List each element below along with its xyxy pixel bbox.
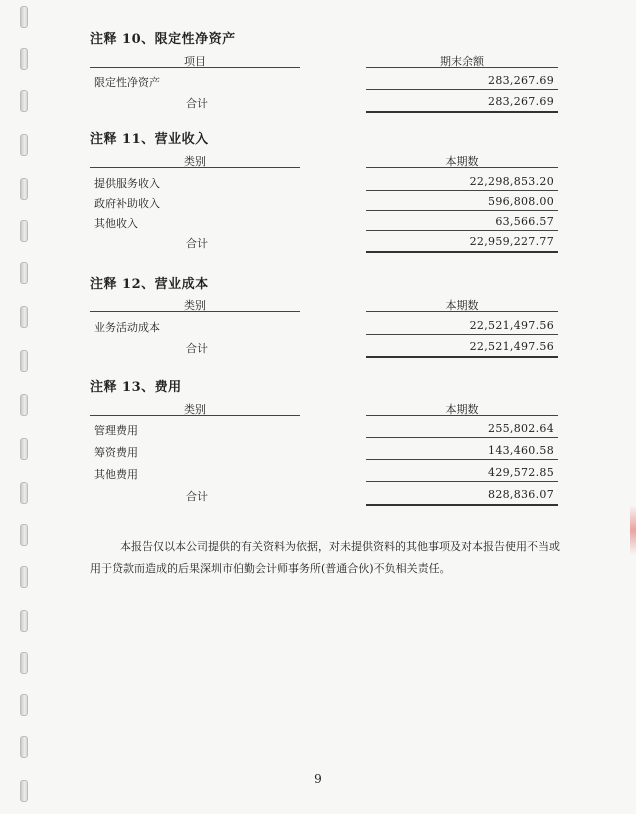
- total-rule: [366, 504, 558, 506]
- column-header-amount: 本期数: [445, 155, 479, 168]
- column-header-amount: 本期数: [445, 299, 479, 312]
- row-rule: [366, 481, 558, 482]
- row-label: 业务活动成本: [94, 321, 160, 334]
- row-label: 提供服务收入: [94, 177, 160, 190]
- header-rule-left: [90, 167, 300, 168]
- row-rule: [366, 190, 558, 191]
- total-value: 828,836.07: [488, 488, 554, 501]
- note-title: 注释 10、限定性净资产: [90, 32, 236, 47]
- column-header-category: 类别: [184, 403, 206, 416]
- total-rule: [366, 356, 558, 358]
- total-label: 合计: [186, 342, 208, 355]
- row-rule: [366, 334, 558, 335]
- row-rule: [366, 210, 558, 211]
- row-rule: [366, 459, 558, 460]
- total-label: 合计: [186, 97, 208, 110]
- row-label: 筹资费用: [94, 446, 138, 459]
- total-value: 283,267.69: [488, 95, 554, 108]
- total-label: 合计: [186, 237, 208, 250]
- row-label: 管理费用: [94, 424, 138, 437]
- header-rule-right: [366, 67, 558, 68]
- total-value: 22,959,227.77: [469, 235, 554, 248]
- column-header-category: 项目: [184, 55, 206, 68]
- row-rule: [366, 230, 558, 231]
- row-label: 其他收入: [94, 217, 138, 230]
- total-label: 合计: [186, 490, 208, 503]
- note-title: 注释 12、营业成本: [90, 277, 209, 292]
- header-rule-left: [90, 311, 300, 312]
- row-value: 255,802.64: [488, 422, 554, 435]
- header-rule-left: [90, 67, 300, 68]
- row-value: 429,572.85: [488, 466, 554, 479]
- disclaimer-paragraph: 本报告仅以本公司提供的有关资料为依据，对未提供资料的其他事项及对本报告使用不当或用于贷款而造成的后果深圳市伯勤会计师事务所(普通合伙)不负相关责任。: [90, 540, 560, 575]
- header-rule-left: [90, 415, 300, 416]
- row-value: 22,521,497.56: [469, 319, 554, 332]
- note-title: 注释 13、费用: [90, 380, 182, 395]
- total-value: 22,521,497.56: [469, 340, 554, 353]
- total-rule: [366, 111, 558, 113]
- row-label: 其他费用: [94, 468, 138, 481]
- header-rule-right: [366, 415, 558, 416]
- row-value: 283,267.69: [488, 74, 554, 87]
- column-header-amount: 期末余额: [440, 55, 484, 68]
- note-title: 注释 11、营业收入: [90, 132, 209, 147]
- row-label: 限定性净资产: [94, 76, 160, 89]
- row-label: 政府补助收入: [94, 197, 160, 210]
- row-value: 596,808.00: [488, 195, 554, 208]
- row-value: 143,460.58: [488, 444, 554, 457]
- row-rule: [366, 89, 558, 90]
- column-header-amount: 本期数: [445, 403, 479, 416]
- header-rule-right: [366, 167, 558, 168]
- row-value: 22,298,853.20: [469, 175, 554, 188]
- row-value: 63,566.57: [495, 215, 554, 228]
- header-rule-right: [366, 311, 558, 312]
- page-number: 9: [314, 772, 322, 786]
- total-rule: [366, 251, 558, 253]
- column-header-category: 类别: [184, 155, 206, 168]
- row-rule: [366, 437, 558, 438]
- column-header-category: 类别: [184, 299, 206, 312]
